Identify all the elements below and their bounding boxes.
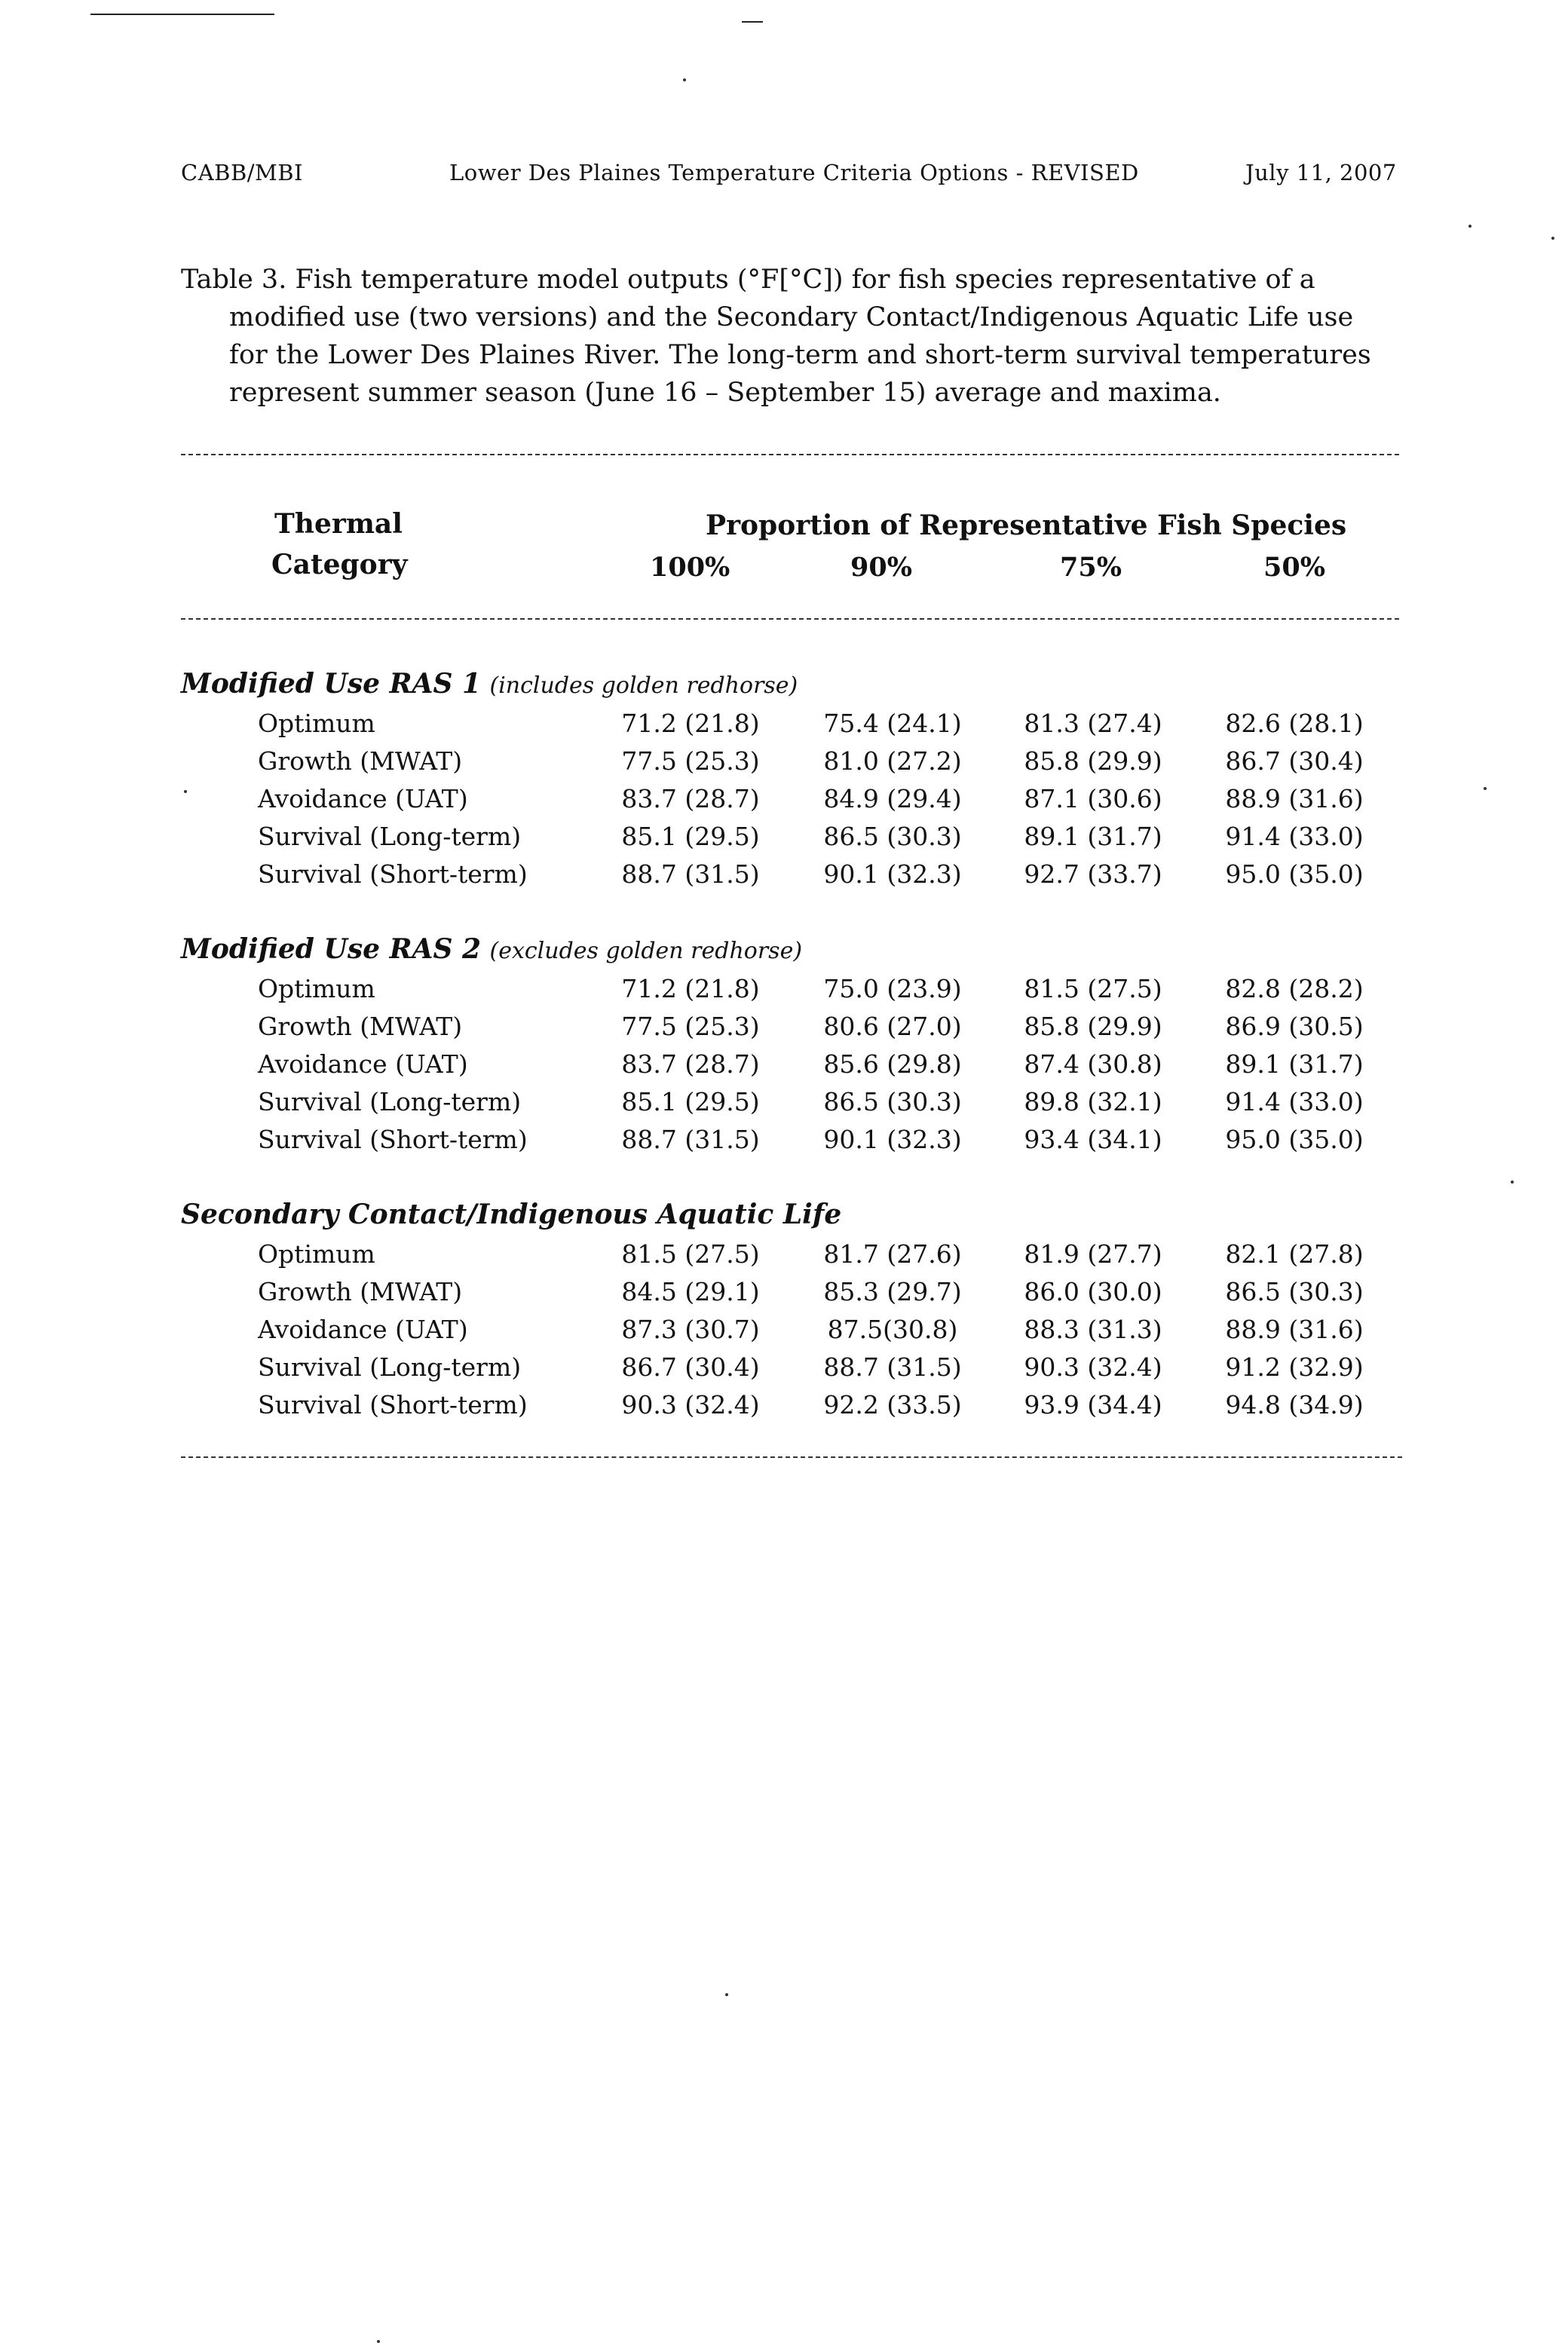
cell: 92.2 (33.5) bbox=[823, 1390, 962, 1419]
cell: 81.9 (27.7) bbox=[1024, 1239, 1162, 1269]
scan-speck bbox=[683, 78, 686, 81]
cell: 81.5 (27.5) bbox=[621, 1239, 760, 1269]
cell: 77.5 (25.3) bbox=[621, 746, 760, 776]
cell: 85.8 (29.9) bbox=[1024, 746, 1162, 776]
row-label: Survival (Long-term) bbox=[258, 1087, 522, 1116]
row-label: Growth (MWAT) bbox=[258, 746, 463, 776]
scan-speck bbox=[1511, 1181, 1514, 1184]
row-label: Optimum bbox=[258, 1239, 375, 1269]
cell: 86.0 (30.0) bbox=[1024, 1277, 1162, 1306]
row-label: Growth (MWAT) bbox=[258, 1277, 463, 1306]
table-row bbox=[0, 1087, 1568, 1125]
cell: 71.2 (21.8) bbox=[621, 974, 760, 1003]
header-date: July 11, 2007 bbox=[1245, 160, 1397, 185]
cell: 81.7 (27.6) bbox=[823, 1239, 962, 1269]
cell: 85.3 (29.7) bbox=[823, 1277, 962, 1306]
cell: 85.8 (29.9) bbox=[1024, 1012, 1162, 1041]
cell: 80.6 (27.0) bbox=[823, 1012, 962, 1041]
cell: 86.5 (30.3) bbox=[823, 1087, 962, 1116]
row-label: Survival (Short-term) bbox=[258, 1125, 528, 1154]
table-row bbox=[0, 1125, 1568, 1162]
cell: 90.3 (32.4) bbox=[1024, 1352, 1162, 1382]
cell: 89.1 (31.7) bbox=[1225, 1049, 1364, 1079]
table-row bbox=[0, 1277, 1568, 1315]
rule-header bbox=[181, 618, 1399, 620]
table-row bbox=[0, 974, 1568, 1012]
cell: 84.5 (29.1) bbox=[621, 1277, 760, 1306]
rule-top bbox=[181, 454, 1399, 455]
table-row bbox=[0, 1352, 1568, 1390]
cell: 87.4 (30.8) bbox=[1024, 1049, 1162, 1079]
cell: 89.8 (32.1) bbox=[1024, 1087, 1162, 1116]
caption-line: modified use (two versions) and the Secondary Contact/Indigenous Aquatic Life use bbox=[229, 302, 1354, 332]
cell: 87.5(30.8) bbox=[827, 1315, 958, 1344]
cell: 88.7 (31.5) bbox=[621, 1125, 760, 1154]
cell: 88.9 (31.6) bbox=[1225, 1315, 1364, 1344]
table-row bbox=[0, 709, 1568, 746]
cell: 88.7 (31.5) bbox=[621, 859, 760, 889]
section-title bbox=[181, 1199, 841, 1230]
row-label: Avoidance (UAT) bbox=[258, 784, 468, 813]
table-row bbox=[0, 859, 1568, 897]
cell: 84.9 (29.4) bbox=[823, 784, 962, 813]
cell: 82.6 (28.1) bbox=[1225, 709, 1364, 738]
scan-speck bbox=[377, 2340, 380, 2343]
cell: 81.0 (27.2) bbox=[823, 746, 962, 776]
cell: 89.1 (31.7) bbox=[1024, 822, 1162, 851]
cell: 77.5 (25.3) bbox=[621, 1012, 760, 1041]
table-row bbox=[0, 1239, 1568, 1277]
caption-line: represent summer season (June 16 – September 15) average and maxima. bbox=[229, 378, 1221, 408]
row-label: Survival (Long-term) bbox=[258, 1352, 522, 1382]
cell: 82.1 (27.8) bbox=[1225, 1239, 1364, 1269]
section-name: Modified Use RAS 1 bbox=[181, 668, 482, 700]
table-row bbox=[0, 822, 1568, 859]
group-header: Proportion of Representative Fish Species bbox=[706, 510, 1347, 541]
row-label: Optimum bbox=[258, 709, 375, 738]
column-header: 100% bbox=[650, 552, 730, 583]
cell: 91.4 (33.0) bbox=[1225, 822, 1364, 851]
cell: 90.1 (32.3) bbox=[823, 1125, 962, 1154]
cell: 86.5 (30.3) bbox=[1225, 1277, 1364, 1306]
cell: 92.7 (33.7) bbox=[1024, 859, 1162, 889]
cell: 93.9 (34.4) bbox=[1024, 1390, 1162, 1419]
cell: 87.3 (30.7) bbox=[621, 1315, 760, 1344]
cell: 82.8 (28.2) bbox=[1225, 974, 1364, 1003]
scan-mark-dash bbox=[742, 21, 763, 23]
cell: 71.2 (21.8) bbox=[621, 709, 760, 738]
cell: 86.9 (30.5) bbox=[1225, 1012, 1364, 1041]
row-label: Optimum bbox=[258, 974, 375, 1003]
table-row bbox=[0, 1049, 1568, 1087]
table-row bbox=[0, 1012, 1568, 1049]
section-note: (excludes golden redhorse) bbox=[489, 938, 803, 964]
cell: 88.3 (31.3) bbox=[1024, 1315, 1162, 1344]
cell: 88.9 (31.6) bbox=[1225, 784, 1364, 813]
cell: 85.1 (29.5) bbox=[621, 1087, 760, 1116]
row-label: Survival (Short-term) bbox=[258, 1390, 528, 1419]
header-center: Lower Des Plaines Temperature Criteria Options - REVISED bbox=[449, 160, 1139, 185]
cell: 87.1 (30.6) bbox=[1024, 784, 1162, 813]
scan-speck bbox=[1551, 237, 1554, 240]
cell: 90.1 (32.3) bbox=[823, 859, 962, 889]
category-header: Category bbox=[271, 549, 408, 580]
cell: 90.3 (32.4) bbox=[621, 1390, 760, 1419]
cell: 91.4 (33.0) bbox=[1225, 1087, 1364, 1116]
section-title bbox=[181, 668, 798, 700]
cell: 95.0 (35.0) bbox=[1225, 1125, 1364, 1154]
column-header: 50% bbox=[1263, 552, 1325, 583]
cell: 81.5 (27.5) bbox=[1024, 974, 1162, 1003]
cell: 94.8 (34.9) bbox=[1225, 1390, 1364, 1419]
header-left: CABB/MBI bbox=[181, 160, 303, 185]
scan-speck bbox=[1468, 225, 1472, 228]
table-caption bbox=[181, 261, 1402, 412]
scan-mark-line bbox=[90, 14, 274, 15]
rule-bottom bbox=[181, 1456, 1402, 1458]
table-row bbox=[0, 1390, 1568, 1428]
cell: 75.4 (24.1) bbox=[823, 709, 962, 738]
cell: 83.7 (28.7) bbox=[621, 1049, 760, 1079]
row-label: Avoidance (UAT) bbox=[258, 1049, 468, 1079]
cell: 81.3 (27.4) bbox=[1024, 709, 1162, 738]
table-row bbox=[0, 1315, 1568, 1352]
section-name: Modified Use RAS 2 bbox=[181, 933, 482, 965]
cell: 86.5 (30.3) bbox=[823, 822, 962, 851]
caption-line: Table 3. Fish temperature model outputs (°F[°C]) for fish species representative of a bbox=[181, 265, 1315, 295]
cell: 95.0 (35.0) bbox=[1225, 859, 1364, 889]
cell: 93.4 (34.1) bbox=[1024, 1125, 1162, 1154]
scan-speck bbox=[725, 1993, 728, 1996]
cell: 85.6 (29.8) bbox=[823, 1049, 962, 1079]
column-header: 75% bbox=[1060, 552, 1122, 583]
section-name: Secondary Contact/Indigenous Aquatic Life bbox=[181, 1199, 842, 1230]
row-label: Survival (Long-term) bbox=[258, 822, 522, 851]
cell: 75.0 (23.9) bbox=[823, 974, 962, 1003]
cell: 88.7 (31.5) bbox=[823, 1352, 962, 1382]
cell: 86.7 (30.4) bbox=[1225, 746, 1364, 776]
row-label: Survival (Short-term) bbox=[258, 859, 528, 889]
section-title bbox=[181, 933, 802, 965]
cell: 83.7 (28.7) bbox=[621, 784, 760, 813]
cell: 85.1 (29.5) bbox=[621, 822, 760, 851]
cell: 91.2 (32.9) bbox=[1225, 1352, 1364, 1382]
row-label: Growth (MWAT) bbox=[258, 1012, 463, 1041]
table-row bbox=[0, 746, 1568, 784]
category-header: Thermal bbox=[274, 508, 403, 540]
table-row bbox=[0, 784, 1568, 822]
cell: 86.7 (30.4) bbox=[621, 1352, 760, 1382]
column-header: 90% bbox=[850, 552, 912, 583]
row-label: Avoidance (UAT) bbox=[258, 1315, 468, 1344]
caption-line: for the Lower Des Plaines River. The long-term and short-term survival temperatures bbox=[229, 340, 1371, 370]
section-note: (includes golden redhorse) bbox=[489, 672, 798, 699]
